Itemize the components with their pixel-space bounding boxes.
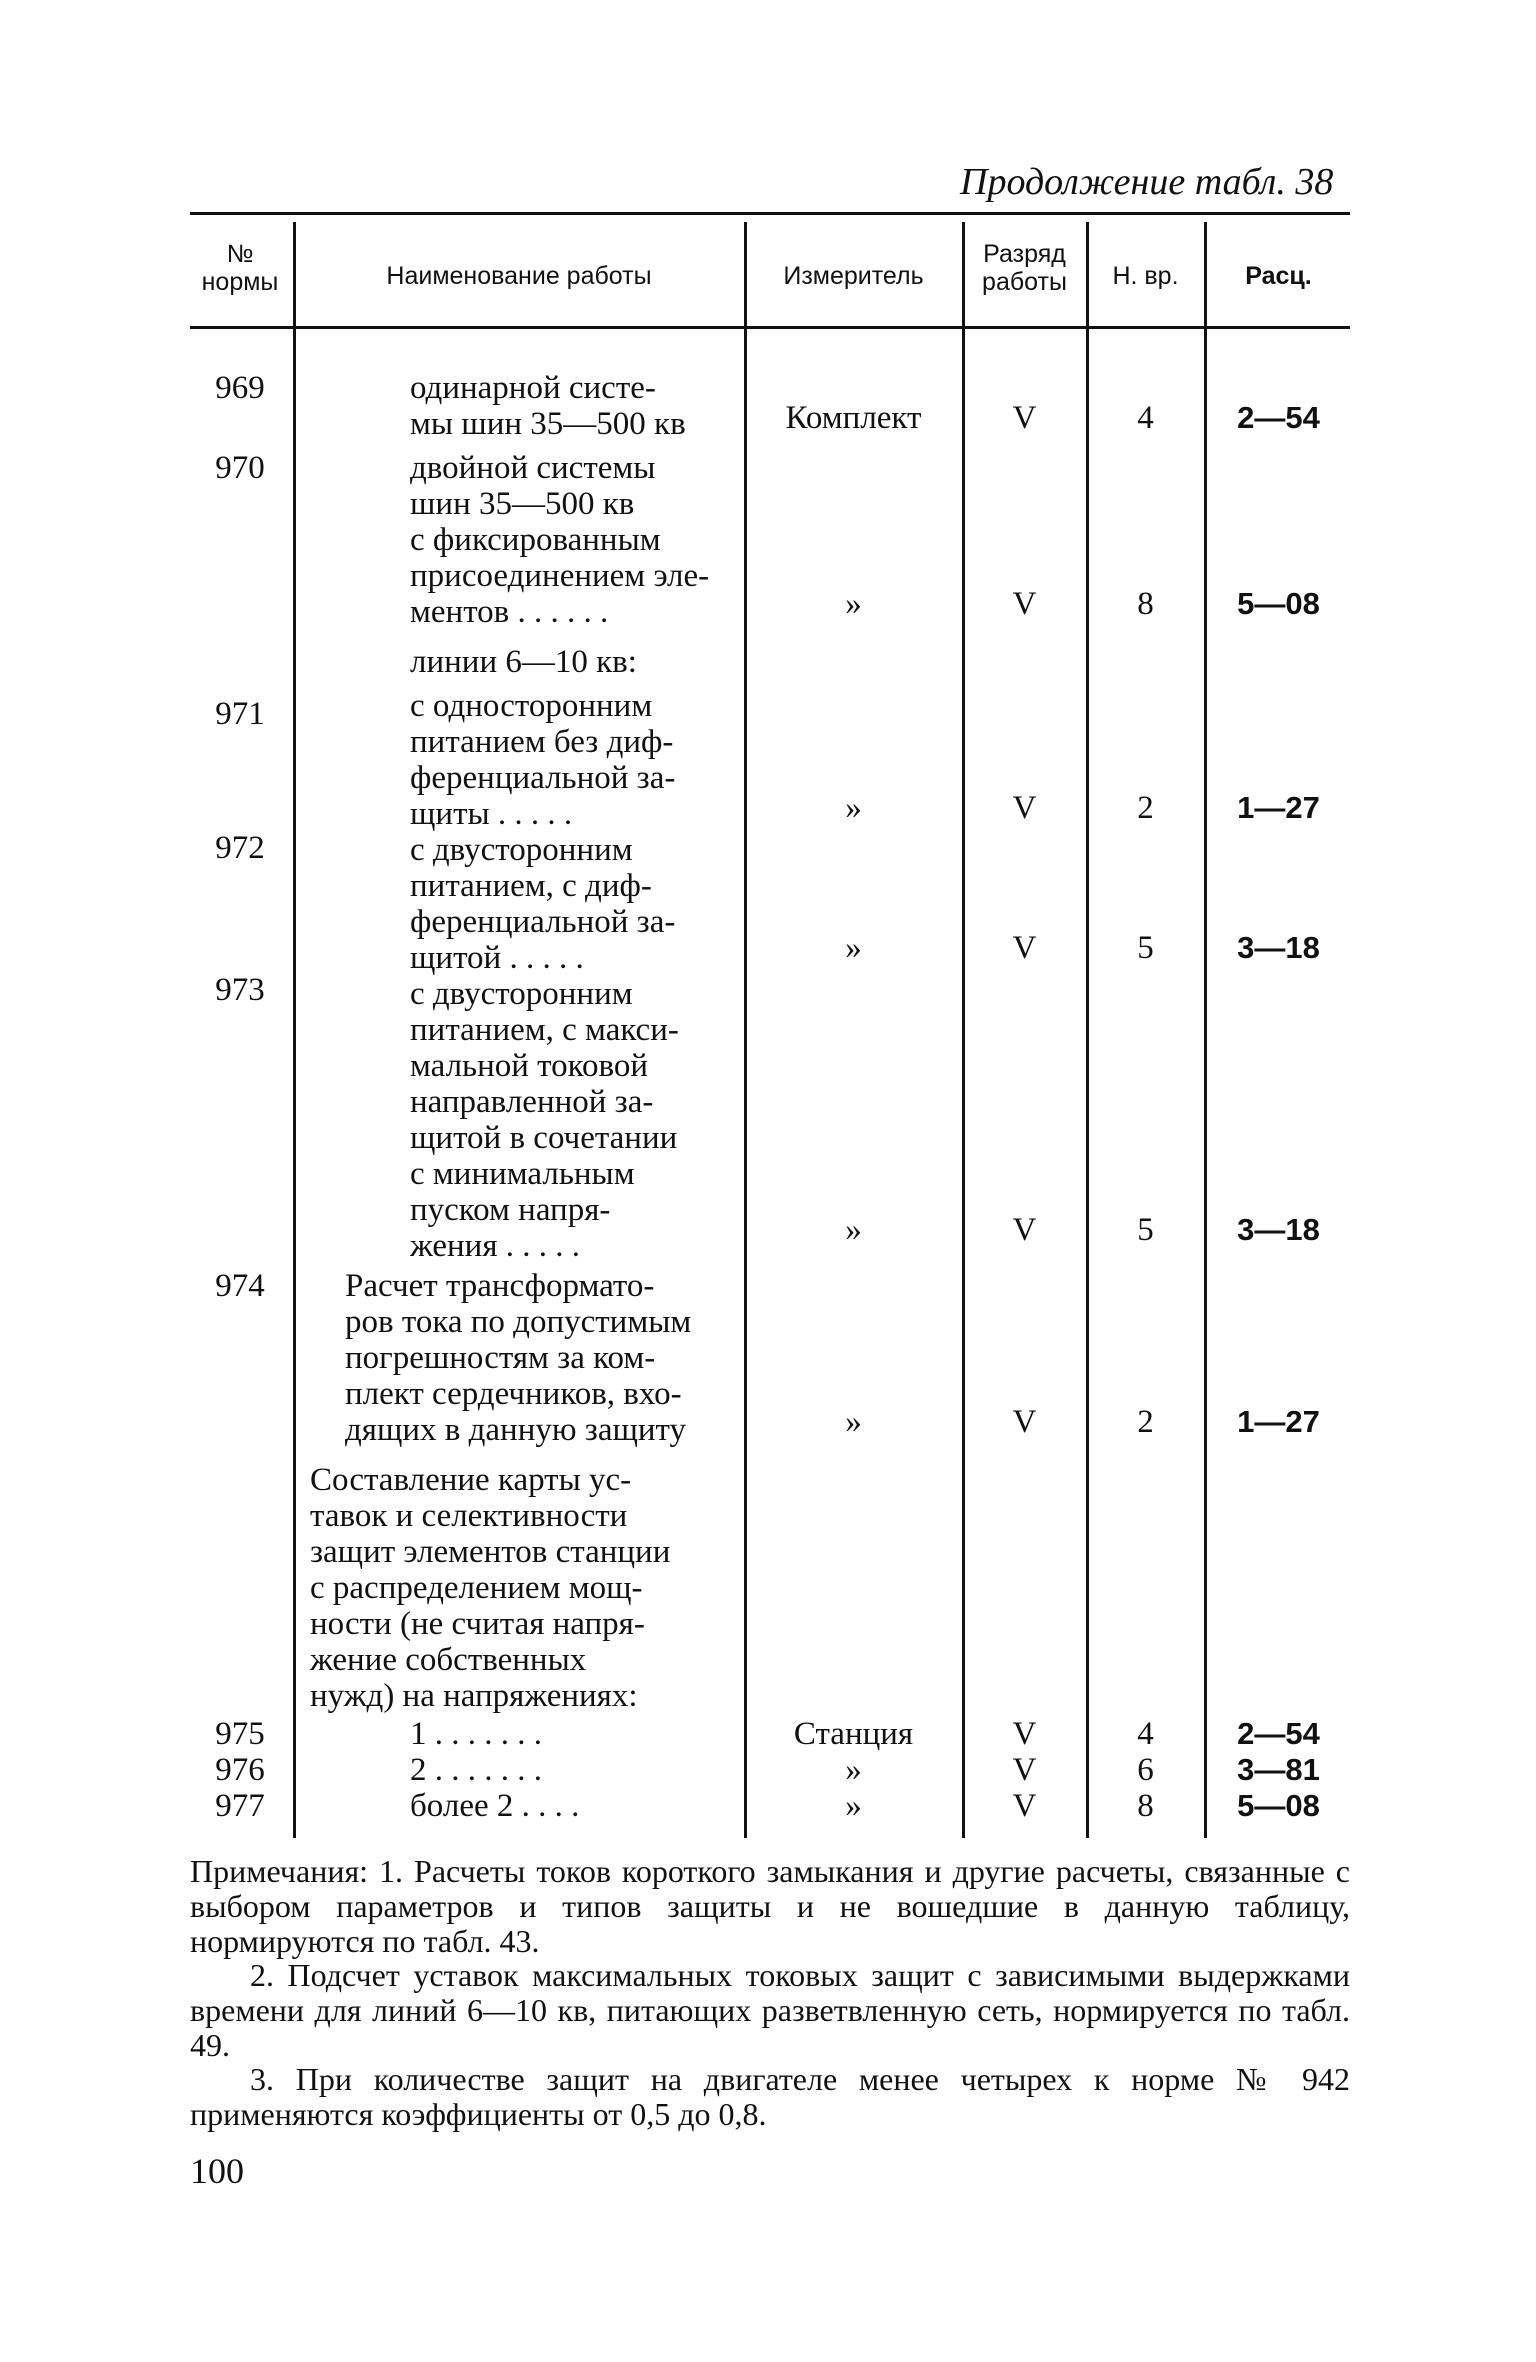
grade-cell: V bbox=[1012, 586, 1037, 622]
grade-cell: V bbox=[1012, 400, 1037, 436]
rate-cell: 3—18 bbox=[1237, 1212, 1320, 1247]
section-subheading: линии 6—10 кв: bbox=[410, 644, 637, 680]
header-time: Н. вр. bbox=[1112, 262, 1179, 290]
grade-cell: V bbox=[1012, 790, 1037, 826]
rate-cell: 3—18 bbox=[1237, 930, 1320, 965]
time-cell: 2 bbox=[1137, 1404, 1154, 1440]
unit-cell: » bbox=[845, 1404, 862, 1440]
norm-number: 973 bbox=[215, 972, 265, 1008]
unit-cell: » bbox=[845, 586, 862, 622]
time-cell: 8 bbox=[1137, 1788, 1154, 1824]
norm-number: 977 bbox=[215, 1788, 265, 1824]
grade-cell: V bbox=[1012, 1404, 1037, 1440]
table-header-rule bbox=[190, 326, 1350, 329]
work-name: двойной системы шин 35—500 кв с фиксированным присоединением эле- ментов . . . . . . bbox=[410, 450, 710, 630]
rate-cell: 1—27 bbox=[1237, 790, 1320, 825]
grade-cell: V bbox=[1012, 1716, 1037, 1752]
rate-cell: 5—08 bbox=[1237, 586, 1320, 621]
header-name: Наименование работы bbox=[386, 262, 652, 290]
norm-number: 972 bbox=[215, 830, 265, 866]
time-cell: 4 bbox=[1137, 1716, 1154, 1752]
table-continuation-caption: Продолжение табл. 38 bbox=[960, 161, 1334, 203]
page-number: 100 bbox=[190, 2151, 244, 2191]
header-rate: Расц. bbox=[1245, 262, 1312, 290]
work-name: одинарной систе- мы шин 35—500 кв bbox=[410, 370, 686, 442]
grade-cell: V bbox=[1012, 930, 1037, 966]
rate-cell: 3—81 bbox=[1237, 1752, 1320, 1787]
header-norm: № нормы bbox=[201, 240, 279, 296]
header-unit: Измеритель bbox=[783, 262, 924, 290]
unit-cell: » bbox=[845, 1212, 862, 1248]
header-grade: Разряд работы bbox=[982, 240, 1067, 296]
work-name: 1 . . . . . . . bbox=[410, 1716, 542, 1752]
work-name: с односторонним питанием без диф- ференциальной за- щиты . . . . . bbox=[410, 688, 676, 832]
column-divider-2 bbox=[744, 222, 747, 1838]
grade-cell: V bbox=[1012, 1752, 1037, 1788]
column-divider-5 bbox=[1204, 222, 1207, 1838]
table-top-rule bbox=[190, 212, 1350, 215]
column-divider-4 bbox=[1086, 222, 1089, 1838]
unit-cell: » bbox=[845, 790, 862, 826]
note-3: 3. При количестве защит на двигателе менее четырех к норме № 942 применяются коэффициенты от 0,5 до 0,8. bbox=[190, 2061, 1350, 2132]
rate-cell: 2—54 bbox=[1237, 1716, 1320, 1751]
norm-number: 970 bbox=[215, 450, 265, 486]
time-cell: 6 bbox=[1137, 1752, 1154, 1788]
grade-cell: V bbox=[1012, 1788, 1037, 1824]
note-2: 2. Подсчет уставок максимальных токовых защит с зависимыми выдержками времени для линий 6—10 кв, питающих разветвленную сеть, нормируется по табл. 49. bbox=[190, 1957, 1350, 2063]
norm-number: 975 bbox=[215, 1716, 265, 1752]
work-name: с двусторонним питанием, с диф- ференциальной за- щитой . . . . . bbox=[410, 832, 676, 976]
unit-cell: Комплект bbox=[785, 400, 922, 436]
work-name: 2 . . . . . . . bbox=[410, 1752, 542, 1788]
time-cell: 5 bbox=[1137, 1212, 1154, 1248]
unit-cell: » bbox=[845, 1752, 862, 1788]
unit-cell: » bbox=[845, 1788, 862, 1824]
grade-cell: V bbox=[1012, 1212, 1037, 1248]
work-name: Расчет трансформато- ров тока по допустимым погрешностям за ком- плект сердечников, вхо- дящих в данную защиту bbox=[345, 1268, 692, 1448]
column-divider-1 bbox=[293, 222, 296, 1838]
time-cell: 8 bbox=[1137, 586, 1154, 622]
note-1: Примечания: 1. Расчеты токов короткого замыкания и другие расчеты, связанные с выбором параметров и типов защиты и не вошедшие в данную таблицу, нормируются по табл. 43. bbox=[190, 1853, 1350, 1959]
rate-cell: 2—54 bbox=[1237, 400, 1320, 435]
work-name: с двусторонним питанием, с макси- мальной токовой направленной за- щитой в сочетании с минимальным пуском напря- жения . . . . . bbox=[410, 976, 679, 1264]
section-subheading: Составление карты ус- тавок и селективности защит элементов станции с распределением мощ- ности (не считая напря- жение собственных нужд) на напряжениях: bbox=[310, 1462, 671, 1714]
norm-number: 971 bbox=[215, 696, 265, 732]
unit-cell: » bbox=[845, 930, 862, 966]
time-cell: 5 bbox=[1137, 930, 1154, 966]
norm-number: 976 bbox=[215, 1752, 265, 1788]
time-cell: 4 bbox=[1137, 400, 1154, 436]
unit-cell: Станция bbox=[793, 1716, 914, 1752]
norm-number: 969 bbox=[215, 370, 265, 406]
rate-cell: 1—27 bbox=[1237, 1404, 1320, 1439]
time-cell: 2 bbox=[1137, 790, 1154, 826]
rate-cell: 5—08 bbox=[1237, 1788, 1320, 1823]
column-divider-3 bbox=[962, 222, 965, 1838]
work-name: более 2 . . . . bbox=[410, 1788, 580, 1824]
norm-number: 974 bbox=[215, 1268, 265, 1304]
